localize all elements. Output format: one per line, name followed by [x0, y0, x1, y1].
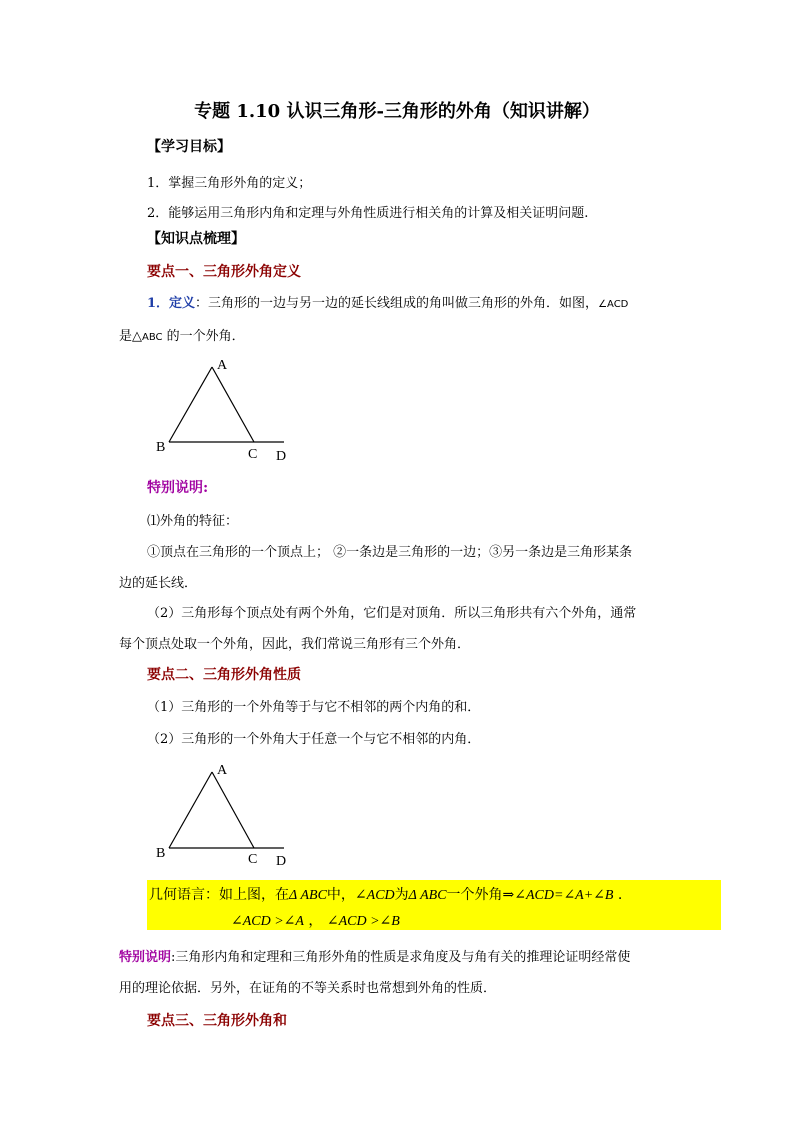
- section-goals-heading: 【学习目标】: [147, 139, 231, 155]
- feature-line-2: 边的延长线．: [119, 576, 198, 591]
- special-note-heading: 特别说明:: [147, 480, 209, 496]
- feature-line-1: ①顶点在三角形的一个顶点上； ②一条边是三角形的一边；③另一条边是三角形某条: [147, 545, 633, 560]
- geometry-language-line-2: [231, 910, 400, 930]
- geometry-implies: ⇒∠ACD=∠A+∠B: [502, 888, 614, 903]
- geometry-mid-3: 一个外角: [446, 887, 503, 903]
- point3-heading: 要点三、三角形外角和: [147, 1013, 287, 1029]
- geometry-dot: .: [613, 887, 623, 903]
- side-ab: [169, 772, 212, 848]
- side-ac: [212, 367, 254, 442]
- triangle-figure-1: [150, 355, 310, 465]
- label-a: A: [217, 358, 228, 373]
- page-title: 专题 1.10 认识三角形-三角形的外角（知识讲解）: [194, 101, 600, 122]
- label-d: D: [276, 449, 287, 464]
- definition-label: 1．定义: [147, 296, 196, 311]
- geometry-inequality-b: ∠ACD >∠B: [326, 914, 400, 929]
- geometry-angle-1: ∠ACD: [354, 888, 395, 903]
- definition-line2-b: 的一个外角．: [162, 329, 245, 344]
- exterior-count-line-1: （2）三角形每个顶点处有两个外角，它们是对顶角．所以三角形共有六个外角，通常: [147, 606, 637, 621]
- point2-heading: 要点二、三角形外角性质: [147, 667, 301, 683]
- point1-heading: 要点一、三角形外角定义: [147, 264, 301, 280]
- geometry-mid-2: 为: [394, 887, 409, 903]
- geometry-triangle-2: Δ ABC: [408, 888, 447, 903]
- geometry-language-line-1: [149, 884, 622, 904]
- exterior-count-line-2: 每个顶点处取一个外角，因此，我们常说三角形有三个外角．: [119, 637, 471, 652]
- definition-line2-a: 是△: [119, 329, 142, 344]
- special-note-2-text: :三角形内角和定理和三角形外角的性质是求角度及与角有关的推理论证明经常使: [171, 950, 631, 965]
- definition-line-1: [147, 292, 628, 311]
- special-note-2-line-2: 用的理论依据．另外，在证角的不等关系时也常想到外角的性质．: [119, 981, 497, 996]
- property-2: （2）三角形的一个外角大于任意一个与它不相邻的内角．: [147, 732, 481, 747]
- definition-angle: ∠ACD: [598, 299, 629, 310]
- definition-text: ：三角形的一边与另一边的延长线组成的角叫做三角形的外角．如图，: [195, 296, 599, 311]
- section-knowledge-heading: 【知识点梳理】: [147, 231, 245, 247]
- side-ab: [169, 367, 212, 442]
- label-a: A: [217, 763, 228, 778]
- goal-item-1: 1．掌握三角形外角的定义；: [147, 176, 312, 191]
- geometry-triangle-1: Δ ABC: [289, 888, 327, 903]
- property-1: （1）三角形的一个外角等于与它不相邻的两个内角的和．: [147, 700, 481, 715]
- goal-item-2: 2．能够运用三角形内角和定理与外角性质进行相关角的计算及相关证明问题.: [147, 206, 589, 221]
- side-ac: [212, 772, 254, 848]
- label-c: C: [248, 447, 258, 462]
- geometry-comma: ，: [303, 913, 327, 929]
- definition-abc: ABC: [142, 332, 163, 343]
- special-note-2-line-1: [119, 946, 630, 965]
- geometry-mid-1: 中，: [326, 887, 355, 903]
- label-c: C: [248, 852, 258, 867]
- label-b: B: [156, 846, 166, 861]
- feature-title: ⑴外角的特征：: [147, 514, 239, 529]
- geometry-prefix: 几何语言：如上图，在: [149, 887, 289, 903]
- label-d: D: [276, 854, 287, 869]
- definition-line-2: [119, 325, 245, 344]
- triangle-figure-2: [150, 760, 310, 872]
- special-note-2-label: 特别说明: [119, 950, 172, 965]
- geometry-inequality-a: ∠ACD >∠A: [231, 914, 304, 929]
- label-b: B: [156, 440, 166, 455]
